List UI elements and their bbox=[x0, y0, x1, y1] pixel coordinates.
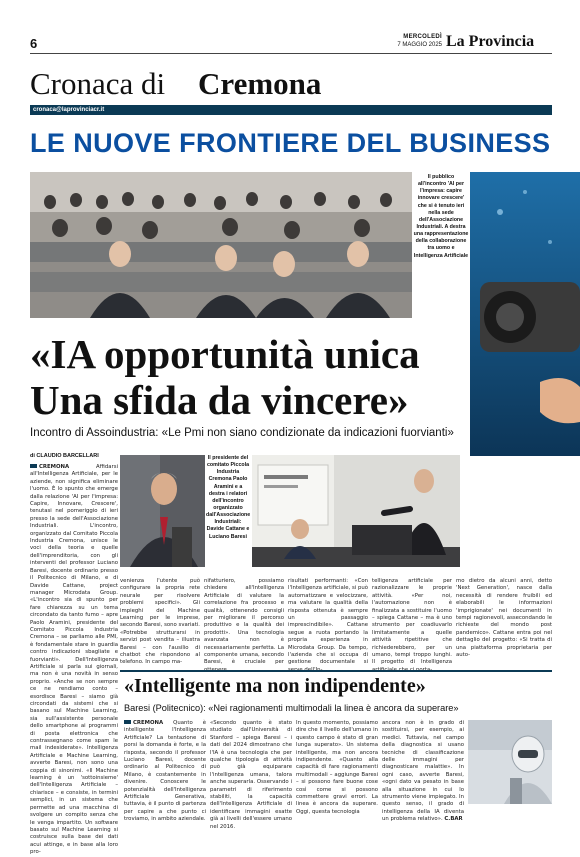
ai-collaboration-photo[interactable] bbox=[470, 172, 580, 456]
sidebar-article-title: «Intelligente ma non indipendente» bbox=[124, 675, 426, 697]
photo-caption-speakers: Il presidente del comitato Piccola Industria Cremona Paolo Aramini e a destra i relatori dell'incontro organizzato dall'Associazione Industriali: Davide Cattane e Luciano Baresi bbox=[206, 455, 251, 540]
article-column-1-text: Affidarsi all'Intelligenza Artificiale, per le aziende, non significa eliminare l'uomo. È lo spunto che emerge dalla relazione 'AI per l'impresa: Capire, Innovare, Crescere', tenutasi nel pomeriggio di ieri presso la sede dell'Associazione Industriali. L'incontro, organizzato dal Comitato Piccola Industria Cremona, unisce le voci della teoria e quelle dell'imprenditoria, con gli interventi del professor Luciano Baresi, docente ordinario presso il Politecnico di Milano, e di Davide Cattane, project manager Microdata Group. «L'incontro sia di spunto per fare chiarezza su un tema circondato da tanto fumo – apre Paolo Aramini, presidente del Comitato Piccola Industria Cremona – se parliamo alle PMI, è fondamentale stare in guardia contro indicazioni sbagliate e fuorvianti». Dell'Intelligenza Artificiale si parla sui giornali, ma non è una novità in senso proprio. «Anche se non sempre ce ne rendiamo conto – esordisce Baresi – siamo già circondati da sistemi che si basano sul Machine Learning, sia sull'assistente personale dello smartphone ai programmi di posta elettronica che contrassegnano come spam le mail indesiderate». Intelligenza Artificiale e Machine Learning, avverte Baresi, non sono una coppia di sinonimi. «Il Machine learning è un 'sottoinsieme' dell'Intelligenza Artificiale – chiarisce – e consiste, in termini semplici, in un sistema che permette ad una macchina di svolgere un compito senza che le venga impartito. Un software basato sul Machine Learning si costruisce sulla base dei dati acui attinge, e in base alla loro pro- bbox=[30, 464, 118, 856]
article-column-5: telligenza artificiale per razionalizzare le proprie attività. «Per noi, l'automazione non è finalizzata a sostituire l'uomo – spiega Cattane – ma è uno strumento per coadiuvarlo limitatamente a quelle attività ripetitive che richiederebbero, per un umano, tempi troppo lunghi. Il progetto di Intelligenza artificiale che ci porta- bbox=[372, 578, 452, 673]
page-kicker: LE NUOVE FRONTIERE DEL BUSINESS bbox=[30, 128, 551, 158]
article-column-3: nifatturiero, possiamo chiedere all'Intelligenza Artificiale di valutare la correlazione fra processo e qualità, ottenendo consigli per migliorare il percorso produttivo e la qualità dei prodotti». Una tecnologia avanzata non è necessariamente perfetta. La componente umana, secondo Baresi, è cruciale per ottenere bbox=[204, 578, 284, 673]
article-column-4: risultati performanti: «Con l'Intelligenza artificiale, si può automatizzare e velocizzare, ma valutare la qualità della risposta ottenuta è sempre un passaggio imprescindibile». Cattane segue a ruota portando la propria esperienza in Microdata Group. Da tempo, l'azienda che si occupa di gestione documentale si serve dell'In- bbox=[288, 578, 368, 673]
sidebar-column-4-text: ancora non è in grado di sostituirsi, per esempio, ai medici. Tuttavia, nel campo della diagnostica si usano tecniche di classificazione delle immagini per diagnosticare malattie». In ogni caso, avverte Baresi, «ogni dato va pesato in base alla situazione in cui lo strumento viene impiegato. In questo senso, il grado di intelligenza della IA diventa un problema relativo». bbox=[382, 720, 464, 823]
tag-square-icon bbox=[124, 720, 131, 724]
issue-day: MERCOLEDÌ bbox=[403, 34, 442, 40]
newspaper-logo[interactable]: La Provincia bbox=[446, 33, 535, 50]
article-dateline: CREMONA bbox=[39, 464, 70, 470]
aramini-portrait-photo[interactable] bbox=[120, 455, 205, 567]
article-subheadline: Incontro di Assoindustria: «Le Pmi non siano condizionate da indicazioni fuorvianti» bbox=[30, 427, 454, 439]
page-number: 6 bbox=[30, 36, 38, 51]
byline: di CLAUDIO BARCELLARI bbox=[30, 453, 99, 459]
sidebar-column-3: In questo momento, possiamo dire che il livello dell'umano in questo campo è stato di gran lunga superato». Un sistema intelligente, ma non ancora indipendente. «Quanto alla capacità di fare ragionamenti multimodali – aggiunge Baresi – si possono fare buone cose così come si possono commettere gravi errori. La linea è ancora da superare. Oggi, questa tecnologia bbox=[296, 720, 378, 815]
sidebar-signature: C.BAR bbox=[444, 816, 463, 823]
audience-photo[interactable] bbox=[30, 172, 412, 318]
robot-photo[interactable] bbox=[468, 720, 552, 804]
article-column-2: venienza l'utente può configurare la propria rete neurale per risolvere problemi specifici». Gli impieghi del Machine Learning per le imprese, secondo Baresi, sono svariati. «Potrebbe strutturarsi in servizi post vendita – illustra Baresi – con l'ausilio di chatbot che rispondono al telefono. In campo ma- bbox=[120, 578, 200, 666]
photo-caption-audience: Il pubblico all'incontro 'AI per l'impresa: capire innovare crescere' che si è tenuto ieri nella sede dell'Associazione Industriali. A destra una rappresentazione della collaborazione tra uomo e Intelligenza Artificiale bbox=[413, 174, 469, 259]
masthead-divider bbox=[30, 53, 552, 54]
section-title-city: Cremona bbox=[198, 66, 322, 101]
tag-square-icon bbox=[30, 464, 37, 468]
speakers-photo[interactable] bbox=[252, 455, 460, 567]
article-column-1 bbox=[30, 464, 118, 856]
section-title-prefix: Cronaca di bbox=[30, 66, 166, 101]
headline-line-1: «IA opportunità unica bbox=[30, 331, 420, 377]
sidebar-column-4 bbox=[382, 720, 464, 823]
section-email-link[interactable]: cronaca@laprovinciacr.it bbox=[30, 105, 107, 115]
issue-date: 7 MAGGIO 2025 bbox=[397, 42, 442, 48]
sidebar-column-1 bbox=[124, 720, 206, 823]
sidebar-column-1-text: Quanto è intelligente l'Intelligenza Artificiale? La tentazione di porsi la domanda è forte, e la risposta, secondo il professor Luciano Baresi, docente ordinario al Politecnico di Milano, è costantemente in divenire. Conoscere le potenzialità dell'Intelligenza Artificiale Generativa, tuttavia, è il punto di partenza per capire a che punto ci troviamo, in ambito aziendale. bbox=[124, 720, 206, 823]
sidebar-dateline: CREMONA bbox=[133, 720, 164, 726]
headline-line-2: Una sfida da vincere» bbox=[30, 377, 409, 423]
sidebar-column-2: «Secondo quanto è stato studiato dall'Università di Stanford – spiega Baresi – i dati del 2024 dimostrano che l'IA è una tecnologia che per qualche tipologia di attività può già equiparare l'intelligenza umana, talora anche superarla. Osservando i parametri di riferimento stabiliti, la capacità dell'Intelligenza Artificiale di identificare immagini esatte già ai livelli dell'essere umano nel 2016. bbox=[210, 720, 292, 830]
sidebar-article-subheadline: Baresi (Politecnico): «Nei ragionamenti multimodali la linea è ancora da superare» bbox=[124, 703, 459, 713]
article-column-6: mo dietro da alcuni anni, detto 'Next Generation', nasce dalla necessità di rendere fruibili ed elaborabili le informazioni 'imprigionate' nei documenti in tempi ragionevoli, assecondando le richieste del mondo post pandemico». Cattane entra poi nel dettaglio del progetto: «Si tratta di una piattaforma proprietaria per auto- bbox=[456, 578, 552, 659]
section-divider-bar bbox=[96, 105, 552, 115]
